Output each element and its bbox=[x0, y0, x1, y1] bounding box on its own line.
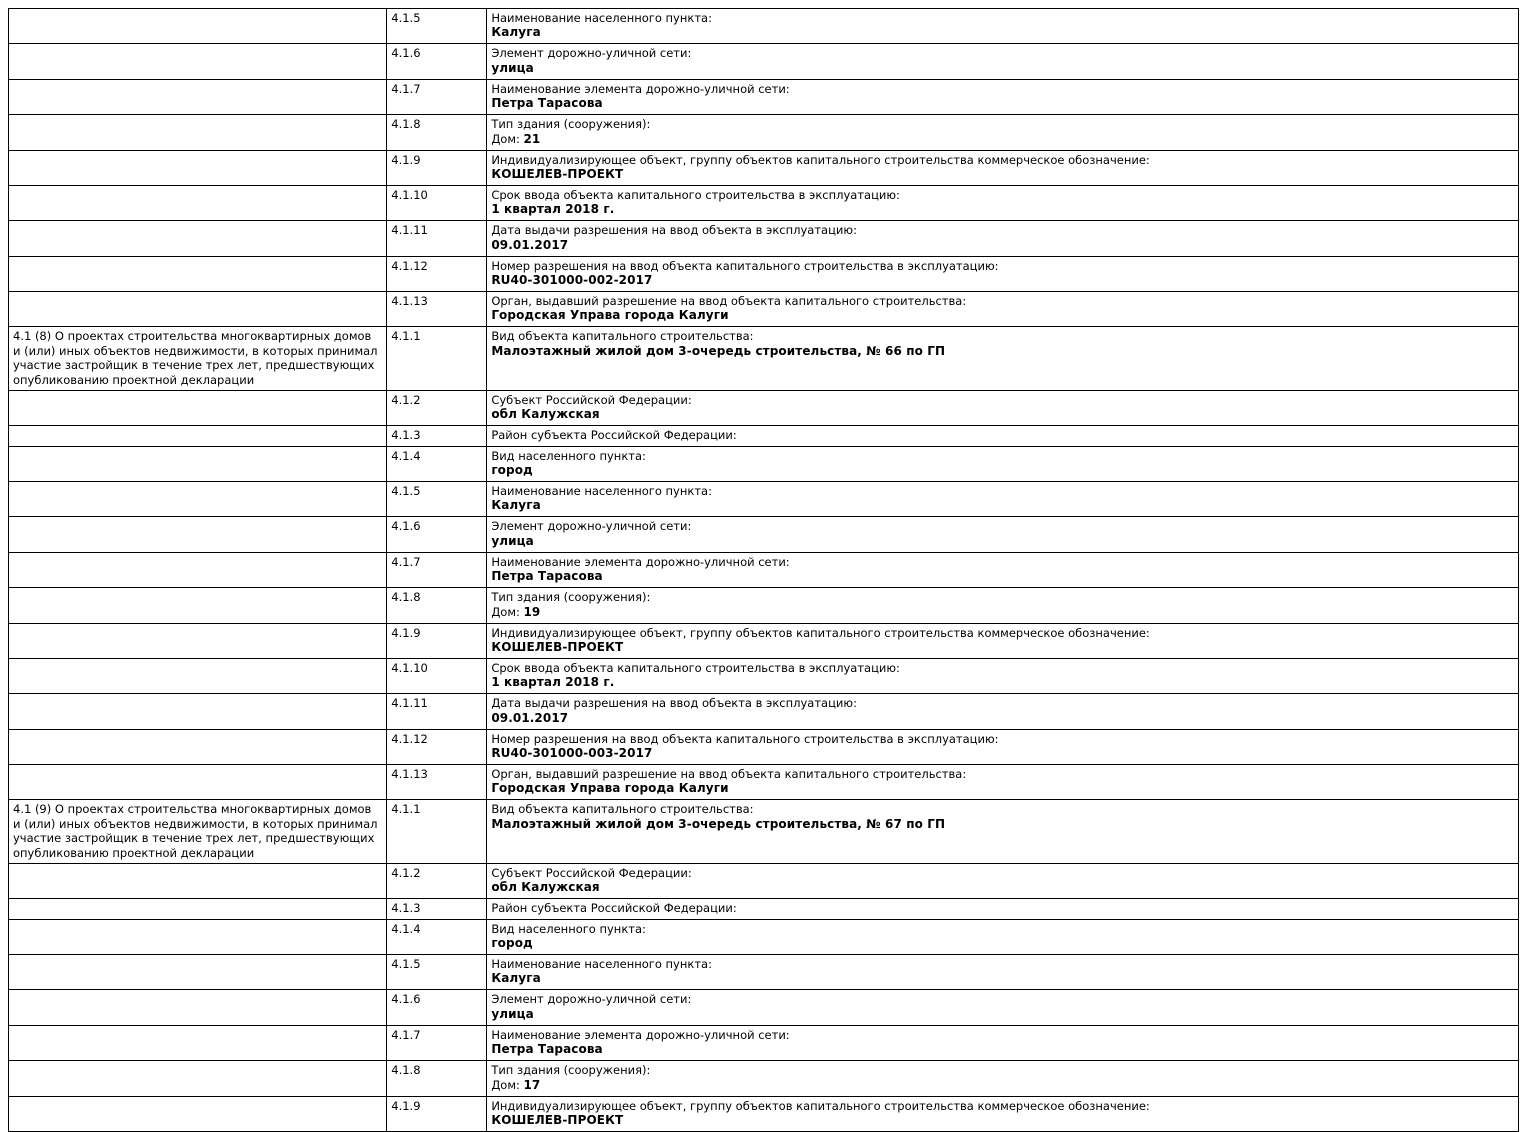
row-code: 4.1.7 bbox=[387, 79, 487, 114]
table-row bbox=[9, 517, 1519, 552]
table-row bbox=[9, 729, 1519, 764]
table-row bbox=[9, 658, 1519, 693]
row-label: Район субъекта Российской Федерации: bbox=[491, 428, 737, 443]
row-section-title bbox=[9, 221, 387, 256]
row-label: Дата выдачи разрешения на ввод объекта в эксплуатацию: bbox=[491, 696, 857, 711]
row-label: Срок ввода объекта капитального строительства в эксплуатацию: bbox=[491, 660, 900, 675]
row-label: Элемент дорожно-уличной сети: bbox=[491, 992, 692, 1007]
table-row bbox=[9, 185, 1519, 220]
row-label: Тип здания (сооружения): bbox=[491, 117, 651, 132]
row-section-title bbox=[9, 658, 387, 693]
row-value: город bbox=[491, 463, 533, 477]
row-label: Номер разрешения на ввод объекта капитального строительства в эксплуатацию: bbox=[491, 258, 999, 273]
table-row bbox=[9, 694, 1519, 729]
row-section-title bbox=[9, 1061, 387, 1096]
row-label: Вид объекта капитального строительства: bbox=[491, 329, 754, 344]
table-row bbox=[9, 765, 1519, 800]
row-code: 4.1.8 bbox=[387, 1061, 487, 1096]
table-row bbox=[9, 1025, 1519, 1060]
row-section-title bbox=[9, 1096, 387, 1131]
row-section-title bbox=[9, 955, 387, 990]
row-code: 4.1.8 bbox=[387, 115, 487, 150]
table-row bbox=[9, 482, 1519, 517]
row-code: 4.1.9 bbox=[387, 150, 487, 185]
row-value: обл Калужская bbox=[491, 407, 600, 422]
row-section-title bbox=[9, 729, 387, 764]
row-content bbox=[487, 9, 1519, 44]
table-row bbox=[9, 919, 1519, 954]
row-code: 4.1.10 bbox=[387, 185, 487, 220]
row-content bbox=[487, 517, 1519, 552]
row-code: 4.1.13 bbox=[387, 765, 487, 800]
row-code: 4.1.11 bbox=[387, 694, 487, 729]
row-label: Наименование населенного пункта: bbox=[491, 957, 712, 971]
row-value: 19 bbox=[523, 604, 541, 619]
row-code: 4.1.6 bbox=[387, 517, 487, 552]
row-content bbox=[487, 150, 1519, 185]
row-code: 4.1.4 bbox=[387, 919, 487, 954]
row-label: Наименование населенного пункта: bbox=[491, 11, 712, 25]
row-content bbox=[487, 256, 1519, 291]
row-section-title bbox=[9, 623, 387, 658]
row-label: Элемент дорожно-уличной сети: bbox=[491, 519, 692, 534]
row-content bbox=[487, 115, 1519, 150]
row-label: Орган, выдавший разрешение на ввод объекта капитального строительства: bbox=[491, 294, 967, 308]
table-row bbox=[9, 221, 1519, 256]
row-label: Номер разрешения на ввод объекта капитального строительства в эксплуатацию: bbox=[491, 731, 999, 746]
row-value: 09.01.2017 bbox=[491, 710, 569, 725]
row-value: 21 bbox=[523, 131, 541, 146]
row-code: 4.1.7 bbox=[387, 1025, 487, 1060]
row-content bbox=[487, 1061, 1519, 1096]
row-content bbox=[487, 390, 1519, 425]
row-content bbox=[487, 658, 1519, 693]
row-code: 4.1.6 bbox=[387, 990, 487, 1025]
row-section-title: 4.1 (8) О проектах строительства многоквартирных домов и (или) иных объектов недвижимости, в которых принимал участие застройщик в течение трех лет, предшествующих опубликованию проектной декларации bbox=[9, 327, 387, 391]
row-label: Вид объекта капитального строительства: bbox=[491, 802, 754, 817]
row-section-title bbox=[9, 919, 387, 954]
row-value: Городская Управа города Калуги bbox=[491, 308, 729, 323]
row-section-title bbox=[9, 588, 387, 623]
table-row bbox=[9, 800, 1519, 864]
row-label: Наименование элемента дорожно-уличной сети: bbox=[491, 1027, 790, 1042]
row-code: 4.1.4 bbox=[387, 446, 487, 481]
row-code: 4.1.1 bbox=[387, 800, 487, 864]
row-content bbox=[487, 1096, 1519, 1131]
row-code: 4.1.2 bbox=[387, 390, 487, 425]
row-content bbox=[487, 482, 1519, 517]
row-value: 1 квартал 2018 г. bbox=[491, 202, 615, 217]
table-row bbox=[9, 1061, 1519, 1096]
table-row bbox=[9, 390, 1519, 425]
row-code: 4.1.9 bbox=[387, 623, 487, 658]
row-value: Петра Тарасова bbox=[491, 1042, 603, 1057]
table-row bbox=[9, 44, 1519, 79]
row-value: Калуга bbox=[491, 498, 541, 513]
row-label: Субъект Российской Федерации: bbox=[491, 865, 692, 880]
row-value: 09.01.2017 bbox=[491, 237, 569, 252]
row-section-title bbox=[9, 863, 387, 898]
row-section-title bbox=[9, 79, 387, 114]
row-label: Индивидуализирующее объект, группу объектов капитального строительства коммерческое обозначение: bbox=[491, 152, 1150, 167]
row-label: Наименование элемента дорожно-уличной сети: bbox=[491, 554, 790, 569]
row-content bbox=[487, 899, 1519, 919]
row-section-title bbox=[9, 899, 387, 919]
row-label: Вид населенного пункта: bbox=[491, 921, 646, 936]
row-content bbox=[487, 955, 1519, 990]
row-value: улица bbox=[491, 1006, 534, 1021]
row-value: Петра Тарасова bbox=[491, 96, 603, 111]
table-row bbox=[9, 150, 1519, 185]
row-section-title bbox=[9, 9, 387, 44]
row-label: Индивидуализирующее объект, группу объектов капитального строительства коммерческое обозначение: bbox=[491, 625, 1150, 640]
row-code: 4.1.3 bbox=[387, 426, 487, 446]
row-code: 4.1.1 bbox=[387, 327, 487, 391]
row-value: Петра Тарасова bbox=[491, 569, 603, 584]
table-row bbox=[9, 446, 1519, 481]
row-label: Наименование элемента дорожно-уличной сети: bbox=[491, 81, 790, 96]
project-declaration-table bbox=[8, 8, 1519, 1132]
row-code: 4.1.5 bbox=[387, 955, 487, 990]
row-value: RU40-301000-003-2017 bbox=[491, 746, 653, 760]
row-section-title bbox=[9, 115, 387, 150]
row-content bbox=[487, 729, 1519, 764]
row-section-title bbox=[9, 1025, 387, 1060]
row-section-title bbox=[9, 765, 387, 800]
row-value: обл Калужская bbox=[491, 880, 600, 895]
row-section-title bbox=[9, 482, 387, 517]
row-code: 4.1.5 bbox=[387, 482, 487, 517]
row-value: улица bbox=[491, 533, 534, 548]
row-label: Срок ввода объекта капитального строительства в эксплуатацию: bbox=[491, 187, 900, 202]
row-value: Малоэтажный жилой дом 3-очередь строительства, № 66 по ГП bbox=[491, 343, 946, 358]
row-section-title bbox=[9, 517, 387, 552]
row-code: 4.1.11 bbox=[387, 221, 487, 256]
row-value: Малоэтажный жилой дом 3-очередь строительства, № 67 по ГП bbox=[491, 816, 946, 831]
row-section-title bbox=[9, 44, 387, 79]
table-row bbox=[9, 327, 1519, 391]
row-value: КОШЕЛЕВ-ПРОЕКТ bbox=[491, 166, 624, 181]
row-code: 4.1.13 bbox=[387, 292, 487, 327]
row-section-title bbox=[9, 426, 387, 446]
row-section-title bbox=[9, 390, 387, 425]
row-label: Орган, выдавший разрешение на ввод объекта капитального строительства: bbox=[491, 767, 967, 781]
table-row bbox=[9, 623, 1519, 658]
row-label: Дата выдачи разрешения на ввод объекта в эксплуатацию: bbox=[491, 223, 857, 238]
table-row bbox=[9, 899, 1519, 919]
row-section-title: 4.1 (9) О проектах строительства многоквартирных домов и (или) иных объектов недвижимости, в которых принимал участие застройщик в течение трех лет, предшествующих опубликованию проектной декларации bbox=[9, 800, 387, 864]
table-row bbox=[9, 863, 1519, 898]
row-content bbox=[487, 292, 1519, 327]
row-label: Наименование населенного пункта: bbox=[491, 484, 712, 498]
row-content bbox=[487, 800, 1519, 864]
row-section-title bbox=[9, 292, 387, 327]
row-content bbox=[487, 426, 1519, 446]
row-inline-label: Дом: bbox=[491, 131, 520, 146]
row-value: 1 квартал 2018 г. bbox=[491, 675, 615, 690]
row-code: 4.1.6 bbox=[387, 44, 487, 79]
row-code: 4.1.9 bbox=[387, 1096, 487, 1131]
row-code: 4.1.2 bbox=[387, 863, 487, 898]
row-content bbox=[487, 694, 1519, 729]
row-value: RU40-301000-002-2017 bbox=[491, 273, 653, 287]
row-code: 4.1.12 bbox=[387, 256, 487, 291]
table-row bbox=[9, 552, 1519, 587]
row-inline-label: Дом: bbox=[491, 1077, 520, 1092]
table-row bbox=[9, 955, 1519, 990]
row-value: Калуга bbox=[491, 25, 541, 40]
table-row bbox=[9, 292, 1519, 327]
table-row bbox=[9, 990, 1519, 1025]
row-content bbox=[487, 44, 1519, 79]
row-content bbox=[487, 919, 1519, 954]
row-code: 4.1.5 bbox=[387, 9, 487, 44]
row-section-title bbox=[9, 150, 387, 185]
row-code: 4.1.12 bbox=[387, 729, 487, 764]
row-content bbox=[487, 79, 1519, 114]
row-value: город bbox=[491, 936, 533, 950]
row-content bbox=[487, 446, 1519, 481]
row-label: Район субъекта Российской Федерации: bbox=[491, 901, 737, 916]
row-inline-label: Дом: bbox=[491, 604, 520, 619]
table-body bbox=[9, 9, 1519, 1132]
row-label: Тип здания (сооружения): bbox=[491, 590, 651, 605]
row-value: улица bbox=[491, 60, 534, 75]
row-label: Субъект Российской Федерации: bbox=[491, 392, 692, 407]
row-content bbox=[487, 863, 1519, 898]
row-content bbox=[487, 185, 1519, 220]
table-row bbox=[9, 79, 1519, 114]
row-label: Индивидуализирующее объект, группу объектов капитального строительства коммерческое обозначение: bbox=[491, 1098, 1150, 1113]
row-content bbox=[487, 1025, 1519, 1060]
row-content bbox=[487, 327, 1519, 391]
row-value: 17 bbox=[523, 1077, 541, 1092]
table-row bbox=[9, 588, 1519, 623]
table-row bbox=[9, 256, 1519, 291]
row-section-title bbox=[9, 990, 387, 1025]
row-value: КОШЕЛЕВ-ПРОЕКТ bbox=[491, 639, 624, 654]
row-section-title bbox=[9, 446, 387, 481]
row-content bbox=[487, 221, 1519, 256]
row-code: 4.1.7 bbox=[387, 552, 487, 587]
row-label: Элемент дорожно-уличной сети: bbox=[491, 46, 692, 61]
row-label: Тип здания (сооружения): bbox=[491, 1063, 651, 1078]
table-row bbox=[9, 9, 1519, 44]
row-section-title bbox=[9, 694, 387, 729]
row-code: 4.1.10 bbox=[387, 658, 487, 693]
row-label: Вид населенного пункта: bbox=[491, 448, 646, 463]
row-code: 4.1.3 bbox=[387, 899, 487, 919]
row-section-title bbox=[9, 256, 387, 291]
table-row bbox=[9, 115, 1519, 150]
row-content bbox=[487, 623, 1519, 658]
row-value: Городская Управа города Калуги bbox=[491, 781, 729, 796]
document-page bbox=[0, 8, 1529, 1132]
row-section-title bbox=[9, 552, 387, 587]
row-code: 4.1.8 bbox=[387, 588, 487, 623]
row-content bbox=[487, 990, 1519, 1025]
row-value: Калуга bbox=[491, 971, 541, 986]
row-value: КОШЕЛЕВ-ПРОЕКТ bbox=[491, 1112, 624, 1127]
row-section-title bbox=[9, 185, 387, 220]
row-content bbox=[487, 552, 1519, 587]
table-row bbox=[9, 426, 1519, 446]
row-content bbox=[487, 588, 1519, 623]
table-row bbox=[9, 1096, 1519, 1131]
row-content bbox=[487, 765, 1519, 800]
